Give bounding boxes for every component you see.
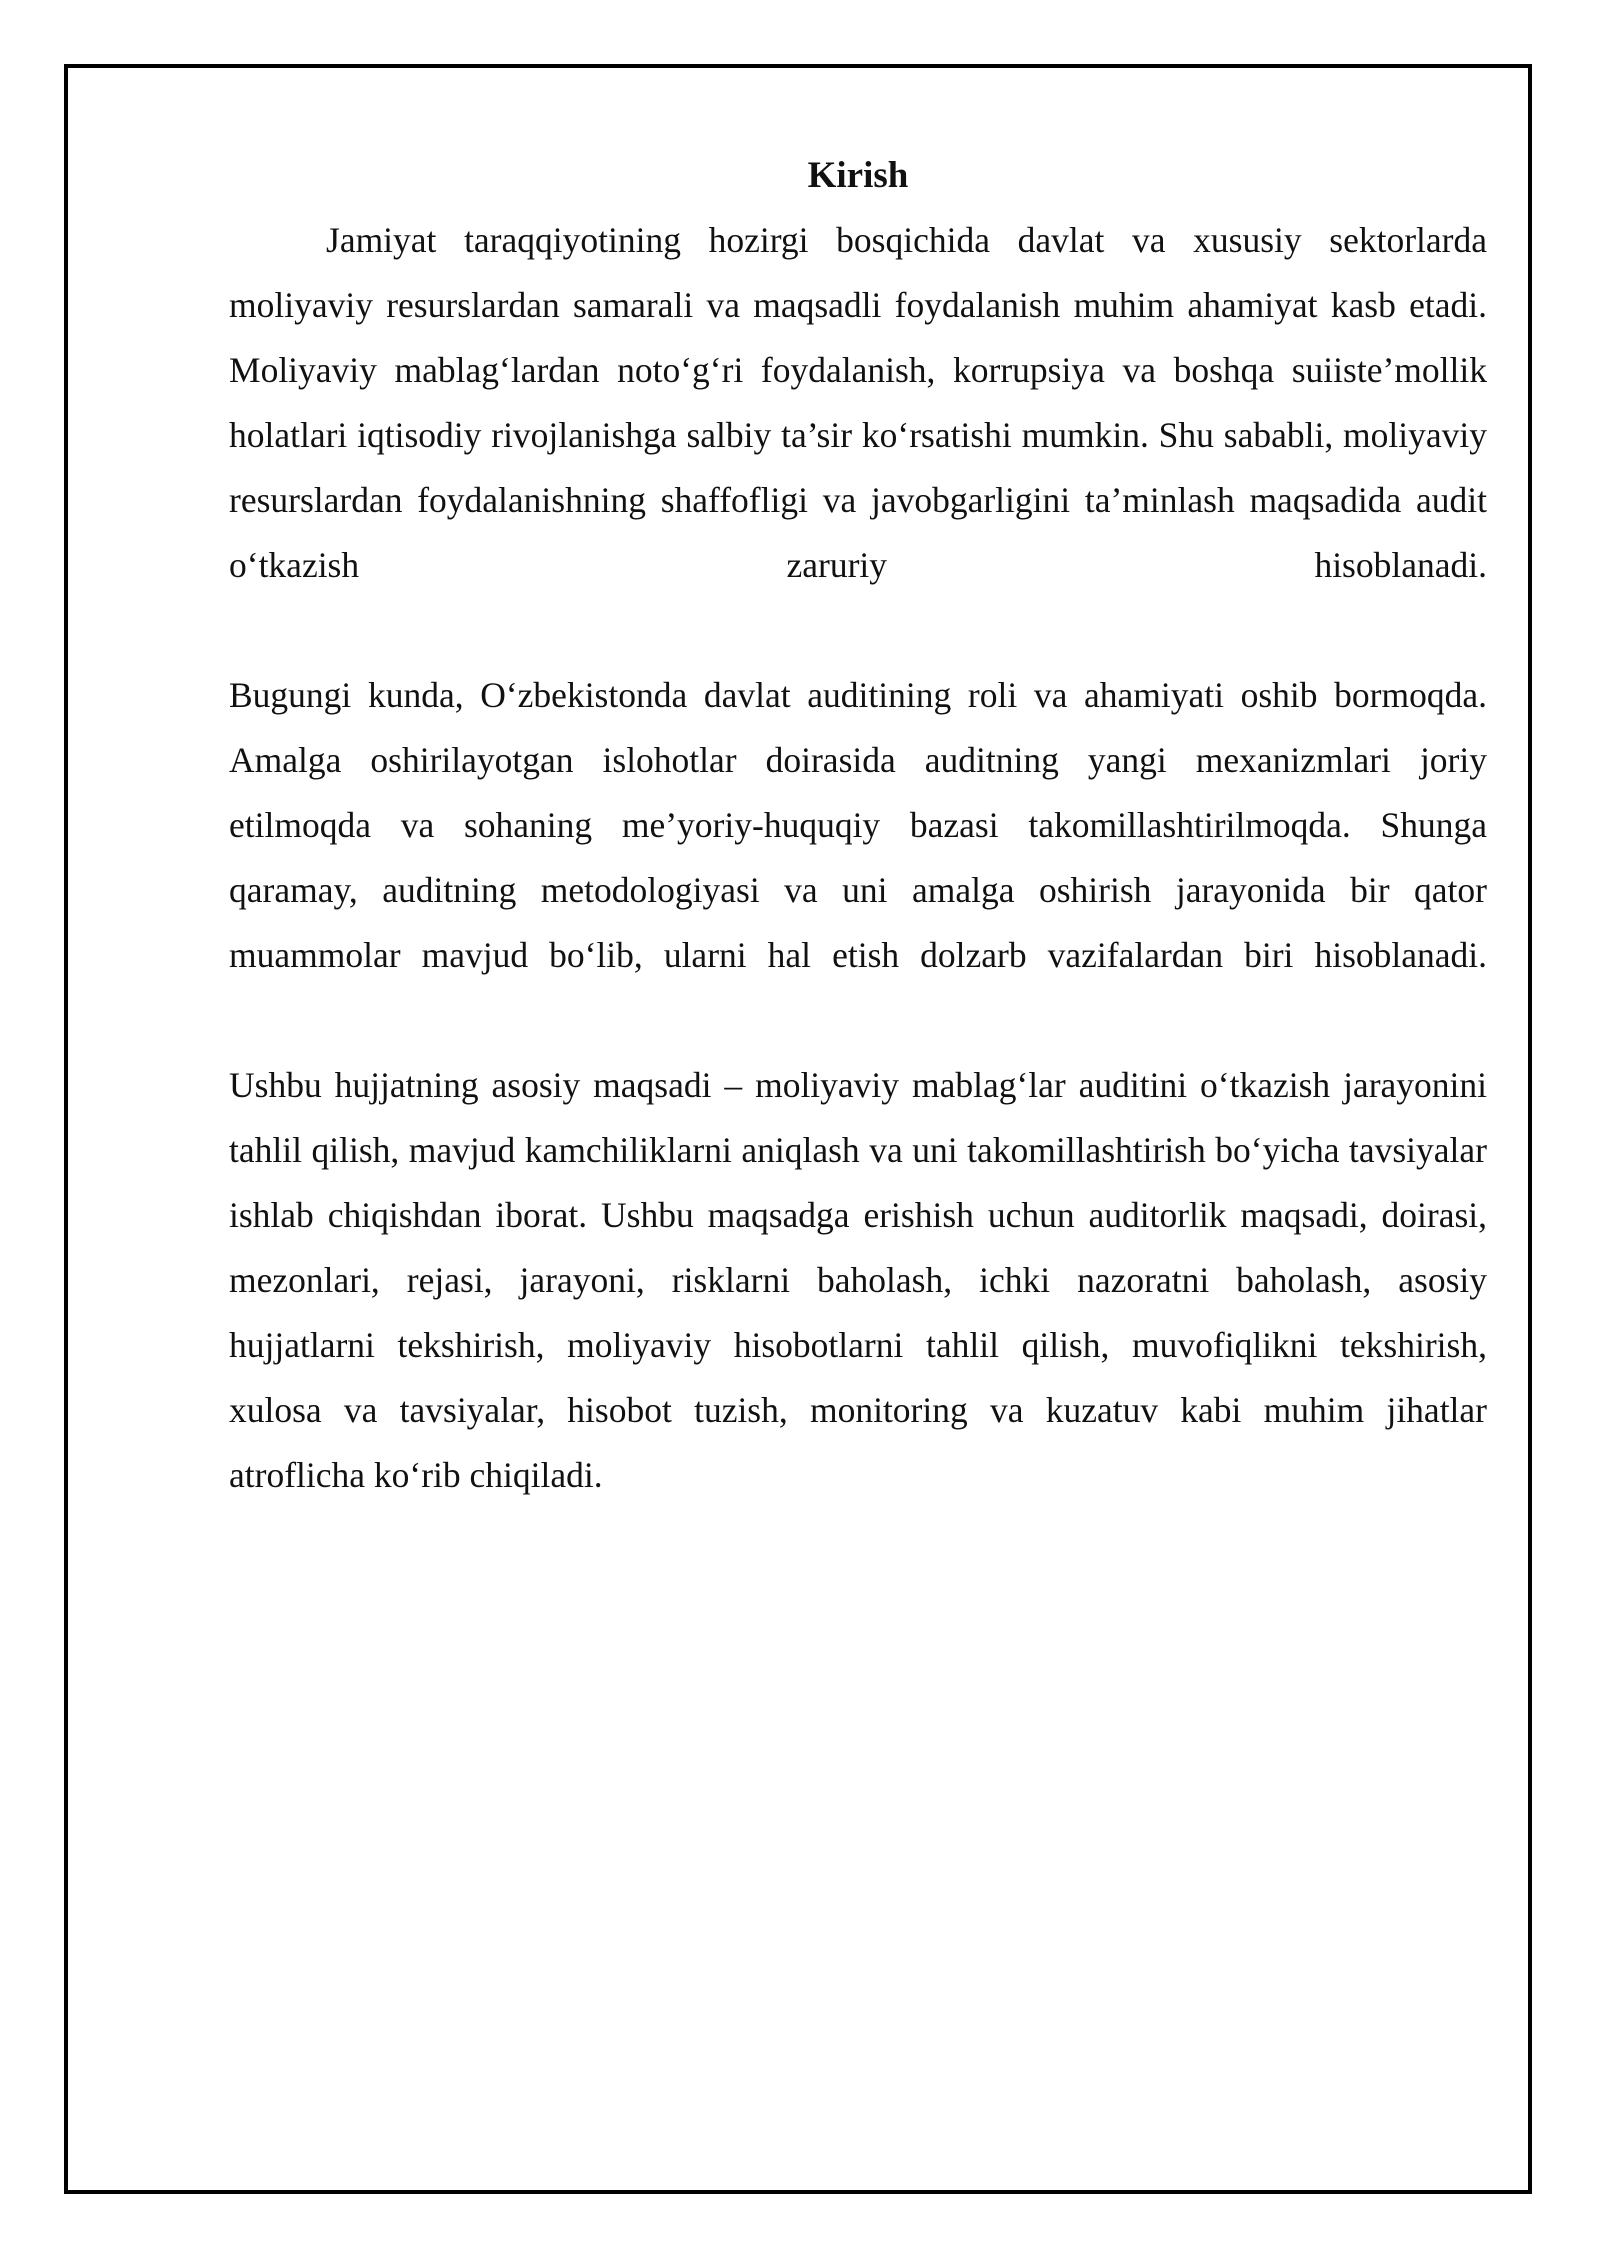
document-title: Kirish [807, 155, 909, 196]
paragraph-introduction: Jamiyat taraqqiyotining hozirgi bosqichida davlat va xususiy sektorlarda moliyaviy resurslardan samarali va maqsadli foydalanish muhim ahamiyat kasb etadi. Moliyaviy mablag‘lardan noto‘g‘ri foydalanish, korrupsiya va boshqa suiiste’mollik holatlari iqtisodiy rivojlanishga salbiy ta’sir ko‘rsatishi mumkin. Shu sababli, moliyaviy resurslardan foydalanishning shaffofligi va javobgarligini ta’minlash maqsadida audit o‘tkazish zaruriy hisoblanadi. [229, 220, 1487, 585]
paragraph-spacer [229, 988, 1487, 1053]
paragraph-audit-role: Bugungi kunda, O‘zbekistonda davlat auditining roli va ahamiyati oshib bormoqda. Amalga oshirilayotgan islohotlar doirasida auditning yangi mexanizmlari joriy etilmoqda va sohaning me’yoriy-huquqiy bazasi takomillashtirilmoqda. Shunga qaramay, auditning metodologiyasi va uni amalga oshirish jarayonida bir qator muammolar mavjud bo‘lib, ularni hal etish dolzarb vazifalardan biri hisoblanadi. [229, 675, 1487, 975]
paragraph-spacer [229, 598, 1487, 663]
paragraph-document-purpose: Ushbu hujjatning asosiy maqsadi – moliyaviy mablag‘lar auditini o‘tkazish jarayonini tahlil qilish, mavjud kamchiliklarni aniqlash va uni takomillashtirish bo‘yicha tavsiyalar ishlab chiqishdan iborat. Ushbu maqsadga erishish uchun auditorlik maqsadi, doirasi, mezonlari, rejasi, jarayoni, risklarni baholash, ichki nazoratni baholash, asosiy hujjatlarni tekshirish, moliyaviy hisobotlarni tahlil qilish, muvofiqlikni tekshirish, xulosa va tavsiyalar, hisobot tuzish, monitoring va kuzatuv kabi muhim jihatlar atroflicha ko‘rib chiqiladi. [229, 1065, 1487, 1495]
document-body [229, 143, 1487, 1508]
